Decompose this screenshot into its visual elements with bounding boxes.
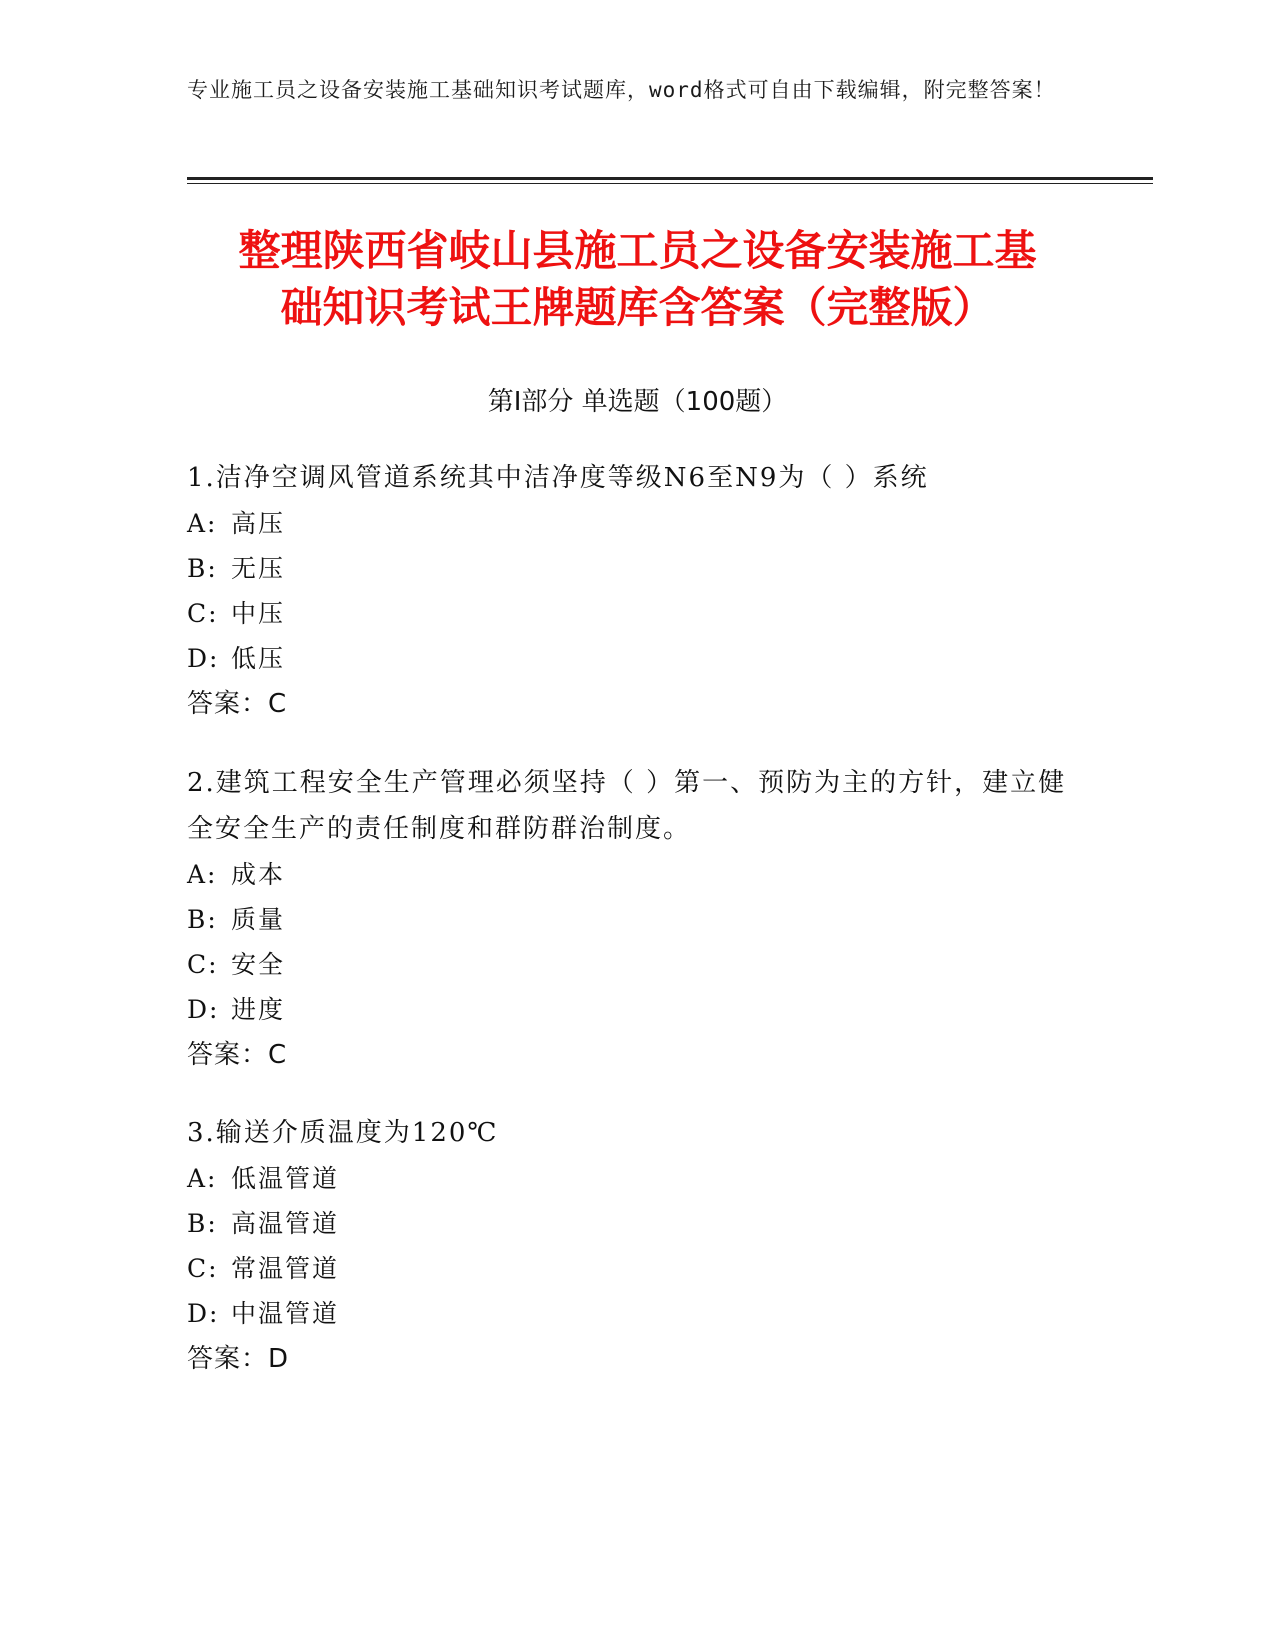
option-letter: D: <box>187 995 220 1024</box>
option-d <box>187 1291 1087 1336</box>
option-letter: A: <box>187 1164 218 1193</box>
header-divider-thick <box>187 177 1153 180</box>
option-letter: B: <box>187 905 218 934</box>
option-text: 无压 <box>231 554 286 583</box>
option-c <box>187 942 1087 987</box>
option-text: 高温管道 <box>231 1209 340 1238</box>
option-letter: A: <box>187 860 218 889</box>
option-letter: B: <box>187 554 218 583</box>
option-a <box>187 501 1087 546</box>
option-text: 中温管道 <box>231 1299 340 1328</box>
option-letter: D: <box>187 1299 220 1328</box>
answer: 答案：D <box>187 1344 290 1374</box>
option-text: 安全 <box>231 950 286 979</box>
section-title: 第Ⅰ部分 单选题（100题） <box>487 387 788 417</box>
option-letter: C: <box>187 1254 219 1283</box>
option-text: 低压 <box>231 644 286 673</box>
option-letter: B: <box>187 1209 218 1238</box>
question-1 <box>187 455 1087 727</box>
answer: 答案：C <box>187 689 288 719</box>
document-title-line-1: 整理陕西省岐山县施工员之设备安装施工基 <box>238 226 1037 275</box>
document-title-line-2: 础知识考试王牌题库含答案（完整版） <box>280 283 995 332</box>
question-3 <box>187 1110 1087 1382</box>
option-a <box>187 1156 1087 1201</box>
option-b <box>187 1201 1087 1246</box>
question-stem: 3.输送介质温度为120℃ <box>187 1118 499 1148</box>
question-stem: 1.洁净空调风管道系统其中洁净度等级N6至N9为（ ）系统 <box>187 463 929 493</box>
option-b <box>187 546 1087 591</box>
option-c <box>187 591 1087 636</box>
option-letter: A: <box>187 509 218 538</box>
option-d <box>187 636 1087 681</box>
option-c <box>187 1246 1087 1291</box>
option-letter: D: <box>187 644 220 673</box>
option-letter: C: <box>187 950 219 979</box>
option-text: 中压 <box>231 599 286 628</box>
option-b <box>187 897 1087 942</box>
header-note: 专业施工员之设备安装施工基础知识考试题库，word格式可自由下载编辑，附完整答案！ <box>187 78 1056 102</box>
question-stem: 2.建筑工程安全生产管理必须坚持（ ）第一、预防为主的方针，建立健全安全生产的责任制度和群防群治制度。 <box>187 768 1067 844</box>
option-text: 常温管道 <box>231 1254 340 1283</box>
option-letter: C: <box>187 599 219 628</box>
option-a <box>187 852 1087 897</box>
option-text: 高压 <box>231 509 286 538</box>
question-2 <box>187 760 1087 1078</box>
option-text: 成本 <box>231 860 286 889</box>
option-text: 进度 <box>231 995 286 1024</box>
answer: 答案：C <box>187 1040 288 1070</box>
document-title <box>170 222 1105 336</box>
option-text: 质量 <box>231 905 286 934</box>
option-d <box>187 987 1087 1032</box>
header-divider-thin <box>187 183 1153 184</box>
option-text: 低温管道 <box>231 1164 340 1193</box>
